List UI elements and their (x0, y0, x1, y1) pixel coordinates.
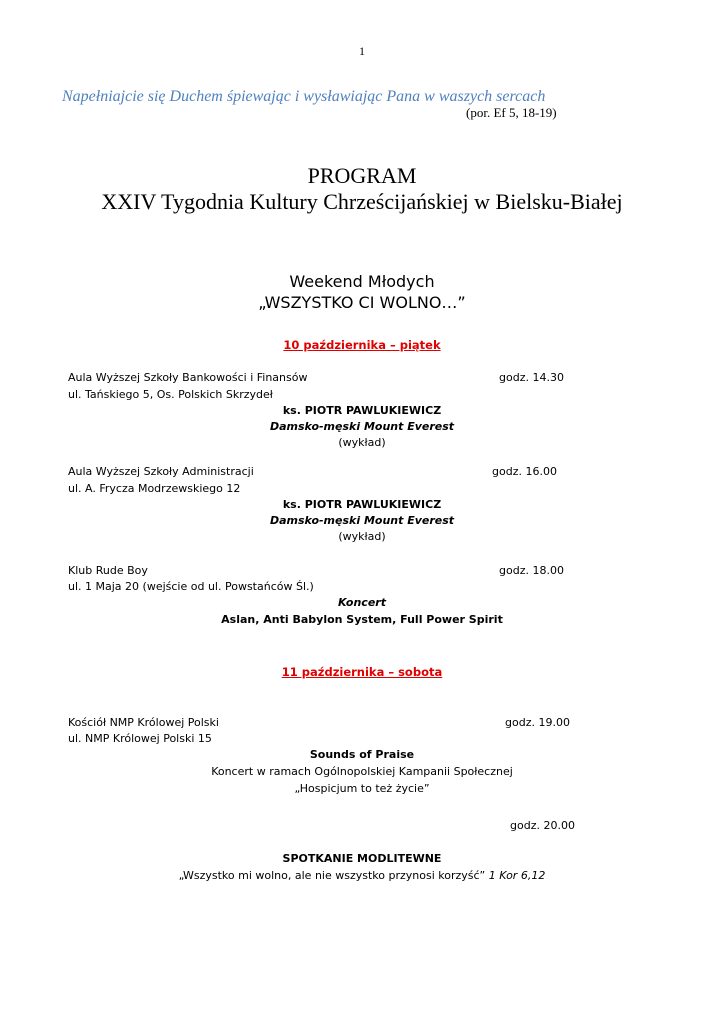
event-quote-reference: 1 Kor 6,12 (488, 869, 546, 882)
weekend-motto: „WSZYSTKO CI WOLNO…” (258, 293, 466, 312)
event-place: Klub Rude Boy (68, 564, 148, 577)
event-time: godz. 19.00 (505, 716, 570, 729)
event-campaign: „Hospicjum to też życie” (294, 782, 430, 795)
day-heading-friday: 10 października – piątek (283, 338, 441, 352)
event-heading: Koncert (338, 596, 386, 609)
event-address: ul. 1 Maja 20 (wejście od ul. Powstańców Śl.) (68, 580, 314, 593)
event-type: (wykład) (338, 436, 386, 449)
motto-text: Napełniajcie się Duchem śpiewając i wysławiając Pana w waszych sercach (62, 88, 546, 105)
page-number: 1 (359, 44, 365, 58)
event-description: Koncert w ramach Ogólnopolskiej Kampanii Społecznej (211, 765, 513, 778)
event-speaker: ks. PIOTR PAWLUKIEWICZ (282, 404, 442, 417)
weekend-title: Weekend Młodych (289, 272, 435, 291)
event-place: Aula Wyższej Szkoły Administracji (68, 465, 254, 478)
event-time: godz. 14.30 (499, 371, 564, 384)
event-quote: „Wszystko mi wolno, ale nie wszystko przynosi korzyść” (178, 869, 486, 882)
motto-reference: (por. Ef 5, 18-19) (466, 105, 557, 120)
program-title: PROGRAM (307, 163, 417, 188)
event-time: godz. 16.00 (492, 465, 557, 478)
event-speaker: ks. PIOTR PAWLUKIEWICZ (282, 498, 442, 511)
event-type: (wykład) (338, 530, 386, 543)
day-heading-saturday: 11 października – sobota (281, 665, 443, 679)
event-place: Aula Wyższej Szkoły Bankowości i Finansów (68, 371, 308, 384)
event-heading: Sounds of Praise (309, 748, 415, 761)
event-place: Kościół NMP Królowej Polski (68, 716, 219, 729)
event-address: ul. NMP Królowej Polski 15 (68, 732, 212, 745)
event-time: godz. 18.00 (499, 564, 564, 577)
program-subtitle: XXIV Tygodnia Kultury Chrześcijańskiej w Bielsku-Białej (101, 189, 623, 214)
event-time: godz. 20.00 (510, 819, 575, 832)
event-address: ul. A. Frycza Modrzewskiego 12 (68, 482, 241, 495)
event-title: Damsko-męski Mount Everest (269, 420, 455, 433)
event-title: Damsko-męski Mount Everest (269, 514, 455, 527)
event-performers: Aslan, Anti Babylon System, Full Power Spirit (221, 613, 503, 626)
event-address: ul. Tańskiego 5, Os. Polskich Skrzydeł (68, 388, 273, 401)
event-quote-line (0, 869, 724, 882)
event-heading: SPOTKANIE MODLITEWNE (282, 852, 442, 865)
